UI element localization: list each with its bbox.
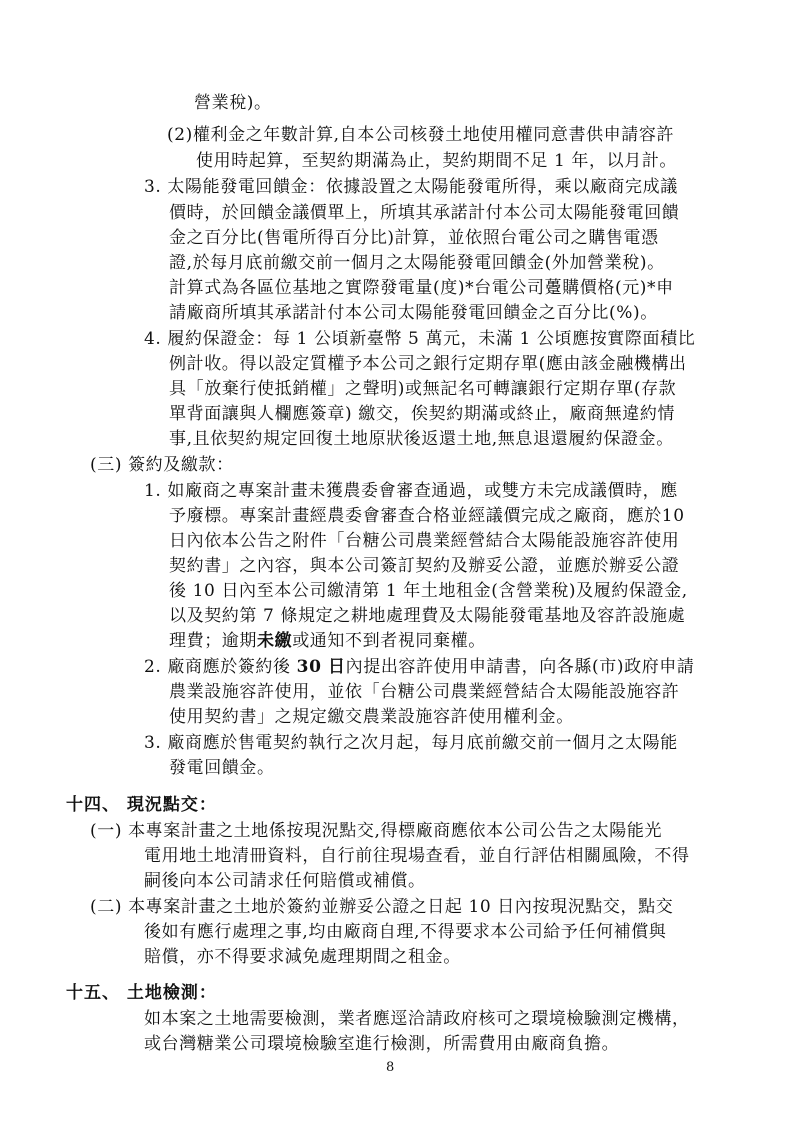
text-line [169, 629, 486, 653]
text-line: 使用契約書」之規定繳交農業設施容許使用權利金。 [169, 707, 574, 727]
text-line: 發電回饋金。 [169, 758, 275, 778]
emphasis-text: 30 日 [296, 657, 346, 677]
section-heading-signing: (三) 簽約及繳款： [90, 455, 234, 475]
text-line: 嗣後向本公司請求任何賠償或補償。 [144, 871, 426, 891]
text-line: 後如有應行處理之事,均由廠商自理,不得要求本公司給予任何補償與 [144, 922, 667, 942]
text-line: 予廢標。專案計畫經農委會審查合格並經議價完成之廠商，應於10 [169, 506, 685, 526]
list-item-performance-bond: 4. 履約保證金：每 1 公頃新臺幣 5 萬元，未滿 1 公頃應按實際面積比 [144, 329, 696, 349]
text-line: 請廠商所填其承諾計付本公司太陽能發電回饋金之百分比(%)。 [169, 303, 658, 323]
list-item-as-is-handover: (一) 本專案計畫之土地係按現況點交,得標廠商應依本公司公告之太陽能光 [90, 821, 663, 841]
text-line: 以及契約第 7 條規定之耕地處理費及太陽能發電基地及容許設施處 [169, 606, 686, 626]
text-run: 或通知不到者視同棄權。 [292, 631, 486, 651]
text-line: 例計收。得以設定質權予本公司之銀行定期存單(應由該金融機構出 [169, 354, 687, 374]
text-line: 日內依本公告之附件「台糖公司農業經營結合太陽能設施容許使用 [169, 531, 680, 551]
list-item-handover-timing: (二) 本專案計畫之土地於簽約並辦妥公證之日起 10 日內按現況點交，點交 [90, 897, 674, 917]
text-line: 具「放棄行使抵銷權」之聲明)或無記名可轉讓銀行定期存單(存款 [169, 379, 677, 399]
text-line: 營業稅)。 [194, 93, 272, 113]
text-line: 計算式為各區位基地之實際發電量(度)*台電公司躉購價格(元)*申 [169, 278, 674, 298]
text-line: 證,於每月底前繳交前一個月之太陽能發電回饋金(外加營業稅)。 [169, 253, 665, 273]
section-heading-land-testing: 十五、 土地檢測： [66, 983, 217, 1003]
text-line: 價時，於回饋金議價單上，所填其承諾計付本公司太陽能發電回饋 [169, 203, 680, 223]
text-line: 單背面讓與人欄應簽章) 繳交，俟契約期滿或終止，廠商無違約情 [169, 404, 676, 424]
list-item-permit-application [144, 655, 695, 679]
text-run: 理費；逾期 [169, 631, 257, 651]
page-number: 8 [386, 1060, 395, 1075]
list-item-tender-cancel: 1. 如廠商之專案計畫未獲農委會審查通過，或雙方未完成議價時，應 [144, 481, 678, 501]
text-run: 2. 廠商應於簽約後 [144, 657, 297, 677]
text-line: 後 10 日內至本公司繳清第 1 年土地租金(含營業稅)及履約保證金, [169, 581, 688, 601]
text-line: 農業設施容許使用，並依「台糖公司農業經營結合太陽能設施容許 [169, 682, 680, 702]
list-item-solar-feedback: 3. 太陽能發電回饋金：依據設置之太陽能發電所得，乘以廠商完成議 [144, 177, 678, 197]
emphasis-text: 未繳 [257, 631, 293, 651]
text-run: 內提出容許使用申請書，向各縣(市)政府申請 [345, 657, 695, 677]
paragraph-land-testing: 如本案之土地需要檢測，業者應逕洽請政府核可之環境檢驗測定機構， [144, 1009, 690, 1029]
text-line: 電用地土地清冊資料，自行前往現場查看，並自行評估相關風險，不得 [144, 846, 690, 866]
text-line: 或台灣糖業公司環境檢驗室進行檢測，所需費用由廠商負擔。 [144, 1034, 620, 1054]
text-line: 賠償，亦不得要求減免處理期間之租金。 [144, 947, 461, 967]
section-heading-handover: 十四、 現況點交： [66, 795, 217, 815]
text-line: 事,且依契約規定回復土地原狀後返還土地,無息退還履約保證金。 [169, 429, 674, 449]
list-item-monthly-feedback: 3. 廠商應於售電契約執行之次月起，每月底前繳交前一個月之太陽能 [144, 733, 678, 753]
text-line: 契約書」之內容，與本公司簽訂契約及辦妥公證，並應於辦妥公證 [169, 556, 680, 576]
text-line: 金之百分比(售電所得百分比)計算，並依照台電公司之購售電憑 [169, 228, 659, 248]
text-line: 使用時起算，至契約期滿為止，契約期間不足 1 年，以月計。 [196, 151, 678, 171]
list-item-royalty-calc: (2)權利金之年數計算,自本公司核發土地使用權同意書供申請容許 [167, 125, 675, 145]
